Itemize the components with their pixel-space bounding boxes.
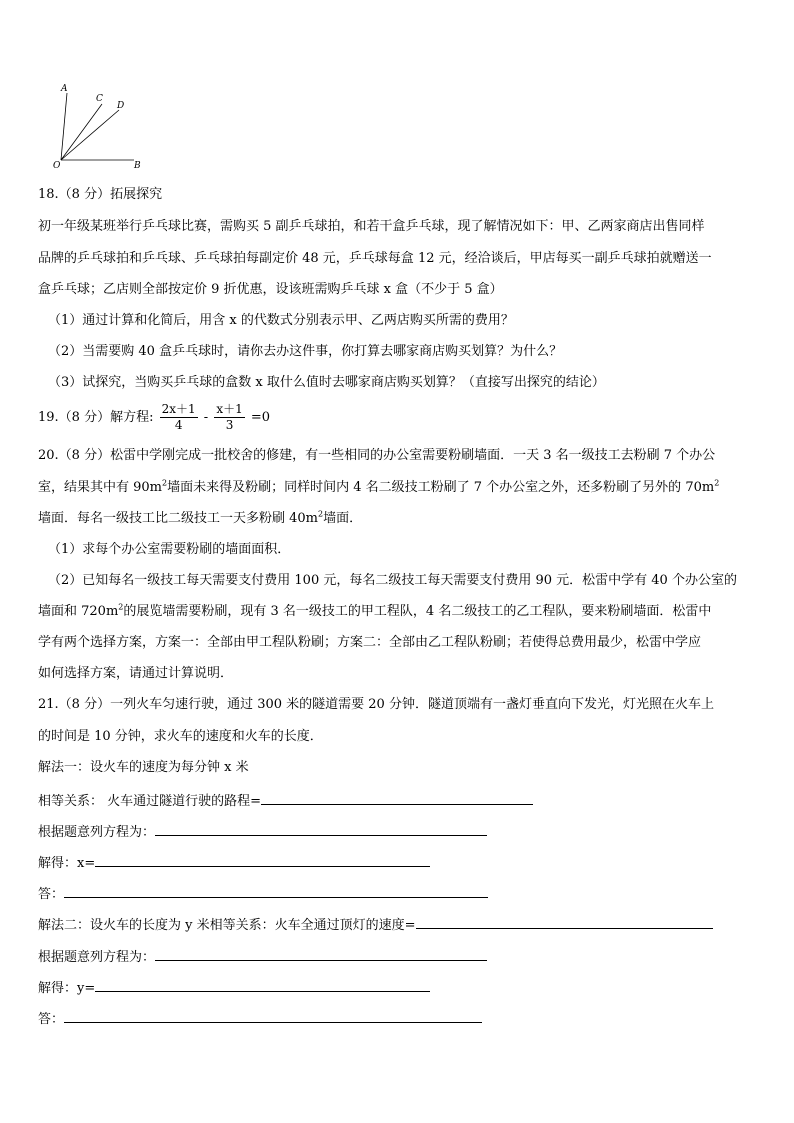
label-o: O: [53, 161, 61, 171]
superscript: 2: [318, 509, 324, 519]
fraction-1-numerator: 2x＋1: [161, 402, 196, 416]
q21-m2-answer-label: 答：: [38, 1012, 65, 1027]
q20-subquestion-2-line-4: 如何选择方案，请通过计算说明．: [38, 666, 234, 681]
q20-line-2-part-a: 室，结果其中有 90m: [38, 480, 163, 495]
q20-subquestion-1: （1）求每个办公室需要粉刷的墙面面积．: [48, 542, 291, 557]
q20-subquestion-2: （2）已知每名一级技工每天需要支付费用 100 元，每名二级技工每天需要支付费用 90 元．松雷中学有 40 个办公室的: [48, 573, 737, 588]
q20-line-3-part-b: 墙面．: [323, 511, 363, 526]
answer-blank[interactable]: [261, 792, 533, 805]
q18-subquestion-3: （3）试探究，当购买乒乓球的盒数 x 取什么值时去哪家商店购买划算？（直接写出探究的结论）: [48, 375, 605, 390]
q19-equation: [38, 402, 270, 434]
q21-line-1: 21.（8 分）一列火车匀速行驶，通过 300 米的隧道需要 20 分钟．隧道顶端有一盏灯垂直向下发光，灯光照在火车上: [38, 697, 714, 712]
ray-oc: [61, 104, 102, 160]
q21-m1-relation: [38, 792, 533, 810]
q20-subquestion-2-line-3: 学有两个选择方案，方案一：全部由甲工程队粉刷；方案二：全部由乙工程队粉刷；若使得总费用最少，松雷中学应: [38, 635, 702, 650]
q20-subquestion-2-line-2: [38, 604, 711, 620]
label-a: A: [61, 84, 68, 94]
superscript: 2: [118, 602, 124, 612]
superscript: 2: [714, 478, 720, 488]
q21-m1-equation: [38, 823, 487, 841]
q21-m1-answer-label: 答：: [38, 887, 65, 902]
q18-paragraph-line-2: 品牌的乒乓球拍和乒乓球、乒乓球拍每副定价 48 元，乒乓球每盒 12 元，经洽谈后，甲店每买一副乒乓球拍就赠送一: [38, 251, 712, 266]
fraction-2: [214, 402, 244, 433]
q21-m1-relation-label: 相等关系： 火车通过隧道行驶的路程=: [38, 794, 262, 809]
fraction-1: [160, 402, 198, 433]
angle-figure: [48, 82, 158, 172]
q20-line-3-part-a: 墙面．每名一级技工比二级技工一天多粉刷 40m: [38, 511, 319, 526]
q18-subquestion-1: （1）通过计算和化简后，用含 x 的代数式分别表示甲、乙两店购买所需的费用？: [48, 313, 514, 328]
answer-blank[interactable]: [155, 948, 487, 961]
ray-oa: [61, 93, 67, 160]
fraction-1-denominator: 4: [174, 418, 183, 432]
q21-m2-solution: [38, 979, 430, 997]
q20-line-3: [38, 511, 362, 527]
superscript: 2: [162, 478, 168, 488]
q21-m2-label: 解法二：设火车的长度为 y 米相等关系：火车全通过顶灯的速度=: [38, 918, 416, 933]
q21-m2-equation: [38, 948, 487, 966]
q21-method-1: 解法一：设火车的速度为每分钟 x 米: [38, 760, 249, 775]
q20-line-1: 20.（8 分）松雷中学刚完成一批校舍的修建，有一些相同的办公室需要粉刷墙面．一天 3 名一级技工去粉刷 7 个办公: [38, 448, 716, 463]
fraction-2-denominator: 3: [225, 418, 234, 432]
equals-zero: =0: [250, 410, 271, 425]
q21-m1-solution: [38, 854, 430, 872]
answer-blank[interactable]: [155, 823, 487, 836]
label-b: B: [134, 161, 141, 171]
answer-blank[interactable]: [95, 854, 430, 867]
ray-od: [61, 110, 119, 160]
q18-heading: 18.（8 分）拓展探究: [38, 187, 163, 202]
q21-method-2: [38, 916, 713, 934]
fraction-2-numerator: x＋1: [216, 402, 243, 416]
answer-blank[interactable]: [64, 1010, 482, 1023]
q19-heading: 19.（8 分）解方程:: [38, 410, 154, 425]
q21-m2-equation-label: 根据题意列方程为：: [38, 950, 156, 965]
q20-s3-part-a: 墙面和 720m: [38, 604, 119, 619]
q20-s3-part-b: 的展览墙需要粉刷，现有 3 名一级技工的甲工程队，4 名二级技工的乙工程队，要来粉刷墙面．松雷中: [123, 604, 712, 619]
label-d: D: [117, 101, 125, 111]
q21-m2-solution-label: 解得：y=: [38, 981, 96, 996]
q20-line-2-part-b: 墙面未来得及粉刷；同样时间内 4 名二级技工粉刷了 7 个办公室之外，还多粉刷了另外的 70m: [167, 480, 715, 495]
q21-line-2: 的时间是 10 分钟，求火车的速度和火车的长度．: [38, 729, 323, 744]
q18-paragraph-line-1: 初一年级某班举行乒乓球比赛，需购买 5 副乒乓球拍，和若干盒乒乓球，现了解情况如下：甲、乙两家商店出售同样: [38, 219, 705, 234]
q21-m2-answer: [38, 1010, 482, 1028]
label-c: C: [96, 94, 103, 104]
q20-line-2: [38, 480, 719, 496]
q18-paragraph-line-3: 盒乒乓球；乙店则全部按定价 9 折优惠，设该班需购乒乓球 x 盒（不少于 5 盒）: [38, 282, 503, 297]
answer-blank[interactable]: [95, 979, 430, 992]
q21-m1-answer: [38, 885, 488, 903]
minus-sign: -: [203, 410, 209, 425]
q21-m1-equation-label: 根据题意列方程为：: [38, 825, 156, 840]
q18-subquestion-2: （2）当需要购 40 盒乒乓球时，请你去办这件事，你打算去哪家商店购买划算？为什么？: [48, 344, 563, 359]
q21-m1-solution-label: 解得：x=: [38, 856, 96, 871]
answer-blank[interactable]: [416, 916, 713, 929]
answer-blank[interactable]: [64, 885, 488, 898]
